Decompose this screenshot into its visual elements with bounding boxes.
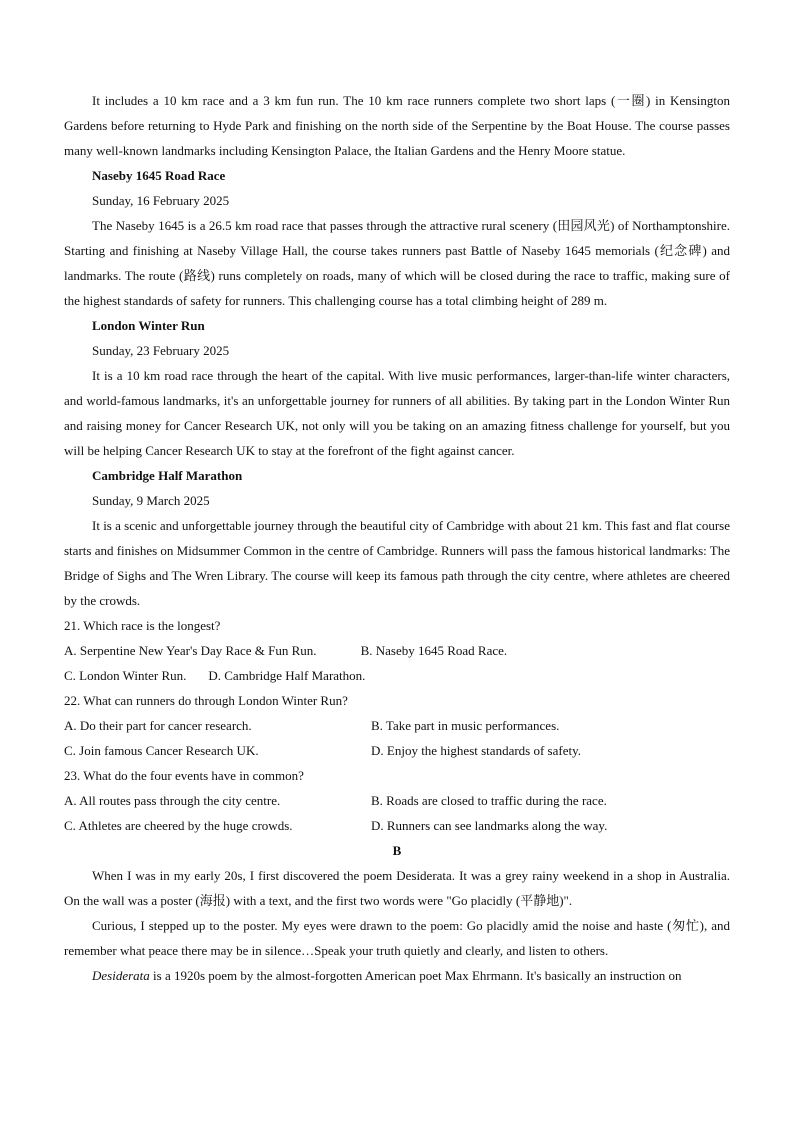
option-d[interactable]: D. Enjoy the highest standards of safety. <box>371 743 581 758</box>
option-c[interactable]: C. Join famous Cancer Research UK. <box>64 743 259 758</box>
question-21 <box>64 613 730 688</box>
option-c[interactable]: C. London Winter Run. <box>64 668 187 683</box>
section-b-paragraph-2: Curious, I stepped up to the poster. My eyes were drawn to the poem: Go placidly amid the noise and haste (匆忙), and remember what peace there may be in silence…Speak your truth quietly and clearly, and listen to others. <box>64 918 730 958</box>
event-title: London Winter Run <box>92 318 205 333</box>
event-title: Naseby 1645 Road Race <box>92 168 226 183</box>
option-d[interactable]: D. Runners can see landmarks along the way. <box>371 818 608 833</box>
event-date: Sunday, 23 February 2025 <box>92 343 230 358</box>
option-row <box>64 713 730 738</box>
option-row <box>64 663 730 688</box>
option-a[interactable]: A. All routes pass through the city centre. <box>64 793 281 808</box>
paragraph-text: is a 1920s poem by the almost-forgotten American poet Max Ehrmann. It's basically an instruction on <box>149 968 682 983</box>
serpentine-paragraph: It includes a 10 km race and a 3 km fun run. The 10 km race runners complete two short laps (一圈) in Kensington Gardens before returning to Hyde Park and finishing on the north side of the Serpentine by the Boat House. The course passes many well-known landmarks including Kensington Palace, the Italian Gardens and the Henry Moore statue. <box>64 93 730 158</box>
poem-title: Desiderata <box>92 968 150 983</box>
question-stem: 22. What can runners do through London Winter Run? <box>64 693 348 708</box>
section-b-paragraph-1: When I was in my early 20s, I first discovered the poem Desiderata. It was a grey rainy weekend in a shop in Australia. On the wall was a poster (海报) with a text, and the first two words were "Go placidly (平静地)". <box>64 868 730 908</box>
section-b-paragraph-3 <box>64 963 730 988</box>
option-row <box>64 638 730 663</box>
option-a[interactable]: A. Serpentine New Year's Day Race & Fun Run. <box>64 643 317 658</box>
option-b[interactable]: B. Naseby 1645 Road Race. <box>360 643 508 658</box>
option-row <box>64 788 730 813</box>
section-b-label: B <box>392 843 402 858</box>
event-cambridge-half-marathon <box>64 463 730 613</box>
option-row <box>64 738 730 763</box>
event-description: The Naseby 1645 is a 26.5 km road race that passes through the attractive rural scenery (田园风光) of Northamptonshire. Starting and finishing at Naseby Village Hall, the course takes runners past Battle of Naseby 1645 memorials (纪念碑) and landmarks. The route (路线) runs completely on roads, many of which will be closed during the race to traffic, making sure of the highest standards of safety for runners. This challenging course has a total climbing height of 289 m. <box>64 218 730 308</box>
option-row <box>64 813 730 838</box>
option-c[interactable]: C. Athletes are cheered by the huge crowds. <box>64 818 293 833</box>
question-23 <box>64 763 730 838</box>
event-london-winter-run <box>64 313 730 463</box>
option-b[interactable]: B. Take part in music performances. <box>371 718 560 733</box>
event-description: It is a 10 km road race through the heart of the capital. With live music performances, larger-than-life winter characters, and world-famous landmarks, it's an unforgettable journey for runners of all abilities. By taking part in the London Winter Run and raising money for Cancer Research UK, not only will you be taking on an amazing fitness challenge for yourself, but you will be helping Cancer Research UK to stay at the forefront of the fight against cancer. <box>64 368 730 458</box>
event-title: Cambridge Half Marathon <box>92 468 243 483</box>
question-22 <box>64 688 730 763</box>
event-date: Sunday, 9 March 2025 <box>92 493 210 508</box>
question-stem: 21. Which race is the longest? <box>64 618 221 633</box>
option-d[interactable]: D. Cambridge Half Marathon. <box>208 668 366 683</box>
event-naseby <box>64 163 730 313</box>
question-stem: 23. What do the four events have in common? <box>64 768 304 783</box>
event-description: It is a scenic and unforgettable journey through the beautiful city of Cambridge with about 21 km. This fast and flat course starts and finishes on Midsummer Common in the centre of Cambridge. Runners will pass the famous historical landmarks: The Bridge of Sighs and The Wren Library. The course will keep its famous path through the city centre, where athletes are cheered by the crowds. <box>64 518 730 608</box>
event-date: Sunday, 16 February 2025 <box>92 193 230 208</box>
option-a[interactable]: A. Do their part for cancer research. <box>64 718 252 733</box>
exam-page <box>64 88 730 988</box>
option-b[interactable]: B. Roads are closed to traffic during the race. <box>371 793 607 808</box>
